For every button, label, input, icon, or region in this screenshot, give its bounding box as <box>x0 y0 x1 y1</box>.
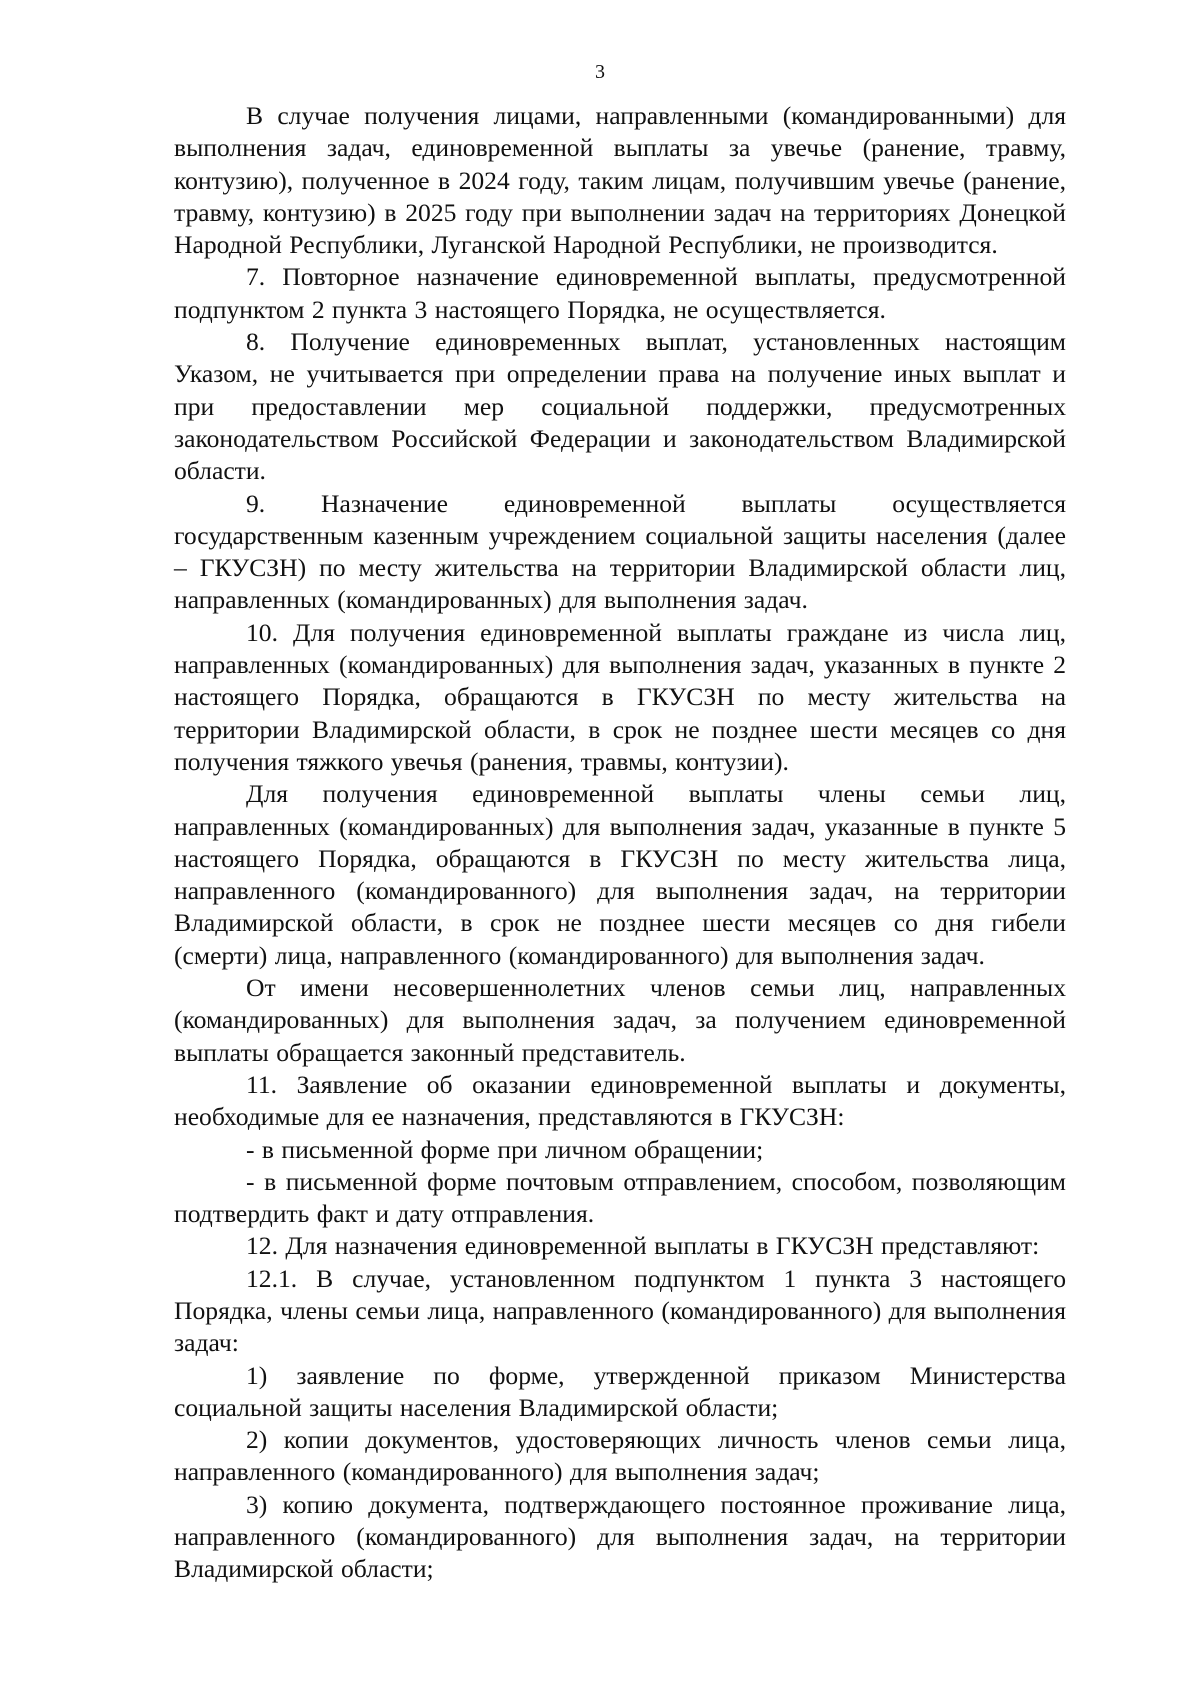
paragraph-10-family: Для получения единовременной выплаты члены семьи лиц, направленных (командированных) для выполнения задач, указанные в пункте 5 настоящего Порядка, обращаются в ГКУСЗН по месту жительства лица, направленного (командированного) для выполнения задач, на территории Владимирской области, в срок не позднее шести месяцев со дня гибели (смерти) лица, направленного (командированного) для выполнения задач. <box>174 779 1066 970</box>
list-item-postal-application: - в письменной форме почтовым отправлением, способом, позволяющим подтвердить факт и дату отправления. <box>174 1166 1066 1229</box>
paragraph-8: 8. Получение единовременных выплат, установленных настоящим Указом, не учитывается при определении права на получение иных выплат и при предоставлении мер социальной поддержки, предусмотренных законодательством Российской Федерации и законодательством Владимирской области. <box>174 327 1066 486</box>
page-number: 3 <box>595 61 605 83</box>
paragraph-10-minors: От имени несовершеннолетних членов семьи лиц, направленных (командированных) для выполнения задач, за получением единовременной выплаты обращается законный представитель. <box>174 973 1066 1067</box>
list-item-personal-application: - в письменной форме при личном обращении; <box>246 1134 764 1164</box>
paragraph-7: 7. Повторное назначение единовременной выплаты, предусмотренной подпунктом 2 пункта 3 настоящего Порядка, не осуществляется. <box>174 262 1066 324</box>
paragraph-12: 12. Для назначения единовременной выплаты в ГКУСЗН представляют: <box>246 1231 1040 1261</box>
paragraph-10: 10. Для получения единовременной выплаты граждане из числа лиц, направленных (командированных) для выполнения задач, указанных в пункте 2 настоящего Порядка, обращаются в ГКУСЗН по месту жительства на территории Владимирской области, в срок не позднее шести месяцев со дня получения тяжкого увечья (ранения, травмы, контузии). <box>174 617 1066 776</box>
paragraph-9: 9. Назначение единовременной выплаты осуществляется государственным казенным учреждением социальной защиты населения (далее – ГКУСЗН) по месту жительства на территории Владимирской области лиц, направленных (командированных) для выполнения задач. <box>174 488 1066 615</box>
document-body <box>174 100 1066 1586</box>
list-item-1-application-form: 1) заявление по форме, утвержденной приказом Министерства социальной защиты населения Владимирской области; <box>174 1360 1066 1422</box>
list-item-2-identity-documents: 2) копии документов, удостоверяющих личность членов семьи лица, направленного (командированного) для выполнения задач; <box>174 1425 1066 1487</box>
paragraph-11: 11. Заявление об оказании единовременной выплаты и документы, необходимые для ее назначения, представляются в ГКУСЗН: <box>174 1069 1066 1132</box>
paragraph-injury-payment-exclusion: В случае получения лицами, направленными (командированными) для выполнения задач, единовременной выплаты за увечье (ранение, травму, контузию), полученное в 2024 году, таким лицам, получившим увечье (ранение, травму, контузию) в 2025 году при выполнении задач на территориях Донецкой Народной Республики, Луганской Народной Республики, не производится. <box>174 101 1066 260</box>
list-item-3-residence-document: 3) копию документа, подтверждающего постоянное проживание лица, направленного (командированного) для выполнения задач, на территории Владимирской области; <box>174 1489 1066 1584</box>
paragraph-12-1: 12.1. В случае, установленном подпунктом 1 пункта 3 настоящего Порядка, члены семьи лица, направленного (командированного) для выполнения задач: <box>174 1263 1067 1358</box>
